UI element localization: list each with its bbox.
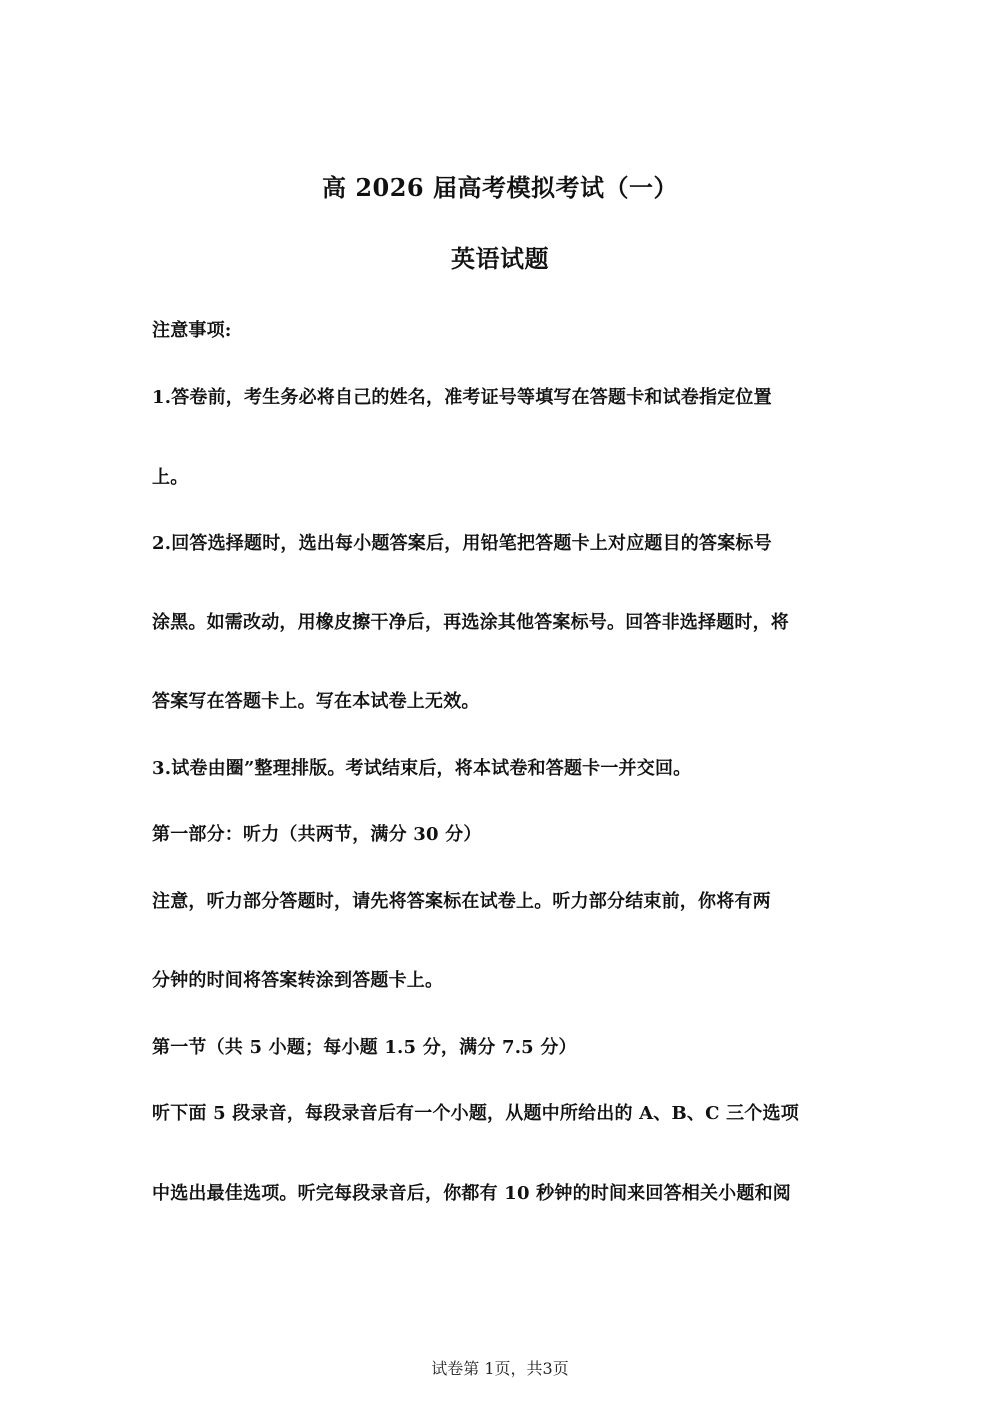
notice-item-2-line-2: 涂黑。如需改动，用橡皮擦干净后，再选涂其他答案标号。回答非选择题时，将 <box>152 612 789 633</box>
exam-subtitle: 英语试题 <box>451 244 549 273</box>
notice-heading: 注意事项: <box>152 320 232 341</box>
part-one-heading: 第一部分：听力（共两节，满分 30 分） <box>152 824 482 845</box>
exam-title: 高 2026 届高考模拟考试（一） <box>321 173 678 202</box>
page-footer: 试卷第 1页，共3页 <box>431 1359 569 1378</box>
notice-item-2-line-1: 2.回答选择题时，选出每小题答案后，用铅笔把答题卡上对应题目的答案标号 <box>152 533 772 554</box>
listening-note-line-1: 注意，听力部分答题时，请先将答案标在试卷上。听力部分结束前，你将有两 <box>152 891 771 912</box>
listening-note-line-2: 分钟的时间将答案转涂到答题卡上。 <box>152 970 444 991</box>
notice-item-1-line-1: 1.答卷前，考生务必将自己的姓名，准考证号等填写在答题卡和试卷指定位置 <box>152 387 772 408</box>
section-one-heading: 第一节（共 5 小题；每小题 1.5 分，满分 7.5 分） <box>152 1037 577 1058</box>
notice-item-3: 3.试卷由圈”整理排版。考试结束后，将本试卷和答题卡一并交回。 <box>152 758 692 779</box>
section-one-instruction-line-1: 听下面 5 段录音，每段录音后有一个小题，从题中所给出的 A、B、C 三个选项 <box>152 1103 799 1124</box>
notice-item-2-line-3: 答案写在答题卡上。写在本试卷上无效。 <box>152 691 480 712</box>
section-one-instruction-line-2: 中选出最佳选项。听完每段录音后，你都有 10 秒钟的时间来回答相关小题和阅 <box>152 1183 791 1204</box>
notice-item-1-line-2: 上。 <box>152 467 189 488</box>
